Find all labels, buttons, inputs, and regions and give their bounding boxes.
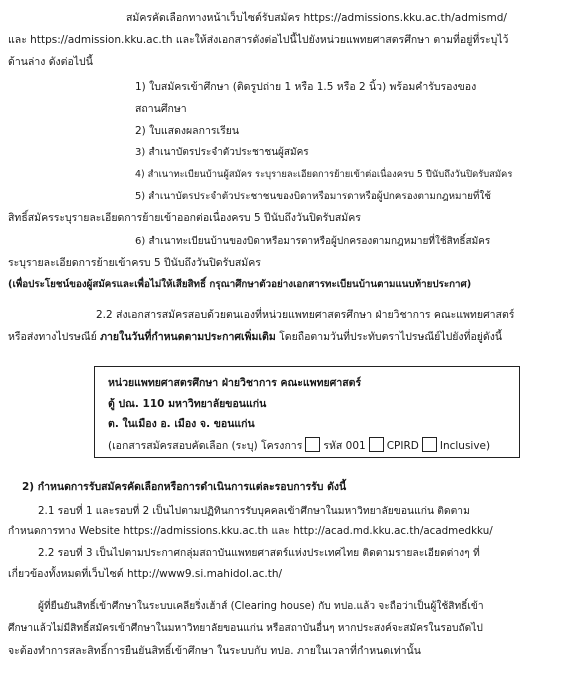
doc-item-5: 5) สำเนาบัตรประจำตัวประชาชนของบิดาหรือมารดาหรือผู้ปกครองตามกฎหมายที่ใช้ (135, 191, 491, 202)
postmark-text: โดยถือตามวันที่ประทับตราไปรษณีย์ไปยังที่อยู่ดังนี้ (275, 331, 503, 343)
by-post-text: หรือส่งทางไปรษณีย์ (8, 331, 101, 343)
doc-item-4: 4) สำเนาทะเบียนบ้านผู้สมัคร ระบุรายละเอียดการย้ายเข้าต่อเนื่องครบ 5 ปีนับถึงวันปิดรับสมัคร (135, 169, 513, 180)
envelope-prefix: (เอกสารสมัครสอบคัดเลือก (ระบุ) โครงการ (108, 440, 303, 452)
checkbox-cpird (369, 437, 384, 452)
clearing-house-line-2: ศึกษาแล้วไม่มีสิทธิ์สมัครเข้าศึกษาในมหาวิทยาลัยขอนแก่น หรือสถาบันอื่นๆ หากประสงค์จะสมัครในรอบถัดไป (8, 623, 483, 634)
doc-item-5-cont: สิทธิ์สมัครระบุรายละเอียดการย้ายเข้าออกต่อเนื่องครบ 5 ปีนับถึงวันปิดรับสมัคร (8, 212, 361, 224)
apply-website-line: สมัครคัดเลือกทางหน้าเว็บไซต์รับสมัคร https://admissions.kku.ac.th/admismd/ (126, 12, 507, 24)
round-3-line: 2.2 รอบที่ 3 เป็นไปตามประกาศกลุ่มสถาบันแพทยศาสตร์แห่งประเทศไทย ติดตามรายละเอียดต่างๆ ที่ (38, 547, 480, 559)
deadline-emphasis: ภายในวันที่กำหนดตามประกาศเพิ่มเติม (100, 331, 276, 343)
as-follows-line: ด้านล่าง ดังต่อไปนี้ (8, 56, 93, 68)
checkbox-inclusive (422, 437, 437, 452)
doc-item-3: 3) สำเนาบัตรประจำตัวประชาชนผู้สมัคร (135, 147, 309, 158)
address-unit: หน่วยแพทยศาสตรศึกษา ฝ่ายวิชาการ คณะแพทยศาสตร์ (108, 377, 362, 389)
option-inclusive: Inclusive) (439, 440, 491, 452)
doc-item-1-cont: สถานศึกษา (135, 103, 187, 115)
round-1-2-line: 2.1 รอบที่ 1 และรอบที่ 2 เป็นไปตามปฏิทินการรับบุคคลเข้าศึกษาในมหาวิทยาลัยขอนแก่น ติดตาม (38, 505, 470, 517)
submit-by-post-line (8, 332, 502, 343)
round-1-2-website: กำหนดการทาง Website https://admissions.kku.ac.th และ http://acad.md.kku.ac.th/acadmedkku/ (8, 525, 493, 537)
doc-item-6-cont: ระบุรายละเอียดการย้ายเข้าครบ 5 ปีนับถึงวันปิดรับสมัคร (8, 257, 261, 269)
round-3-website: เกี่ยวข้องทั้งหมดที่เว็บไซต์ http://www9.si.mahidol.ac.th/ (8, 568, 283, 580)
submit-in-person-line: 2.2 ส่งเอกสารสมัครสอบด้วยตนเองที่หน่วยแพทยศาสตรศึกษา ฝ่ายวิชาการ คณะแพทยศาสตร์ (96, 309, 515, 321)
option-code-001: รหัส 001 (323, 440, 366, 452)
clearing-house-line-1: ผู้ที่ยืนยันสิทธิ์เข้าศึกษาในระบบเคลียริ่งเฮ้าส์ (Clearing house) กับ ทปอ.แล้ว จะถือว่าเป็นผู้ใช้สิทธิ์เข้า (38, 601, 484, 612)
doc-item-2: 2) ใบแสดงผลการเรียน (135, 125, 240, 137)
house-registration-note: (เพื่อประโยชน์ของผู้สมัครและเพื่อไม่ให้เสียสิทธิ์ กรุณาศึกษาตัวอย่างเอกสารทะเบียนบ้านตามแนบท้ายประกาศ) (8, 279, 472, 290)
schedule-heading: 2) กำหนดการรับสมัครคัดเลือกหรือการดำเนินการแต่ละรอบการรับ ดังนี้ (22, 481, 347, 493)
option-cpird: CPIRD (386, 440, 419, 452)
doc-item-1: 1) ใบสมัครเข้าศึกษา (ติดรูปถ่าย 1 หรือ 1.5 หรือ 2 นิ้ว) พร้อมคำรับรองของ (135, 81, 477, 93)
clearing-house-line-3: จะต้องทำการสละสิทธิ์การยืนยันสิทธิ์เข้าศึกษา ในระบบกับ ทปอ. ภายในเวลาที่กำหนดเท่านั้น (8, 645, 421, 657)
checkbox-code-001 (305, 437, 320, 452)
envelope-label-line (108, 437, 490, 452)
doc-item-6: 6) สำเนาทะเบียนบ้านของบิดาหรือมารดาหรือผู้ปกครองตามกฎหมายที่ใช้สิทธิ์สมัคร (135, 236, 491, 247)
send-documents-line: และ https://admission.kku.ac.th และให้ส่งเอกสารดังต่อไปนี้ไปยังหน่วยแพทยศาสตรศึกษา ตามที่อยู่ที่ระบุไว้ (8, 34, 509, 46)
address-pobox: ตู้ ปณ. 110 มหาวิทยาลัยขอนแก่น (108, 398, 267, 410)
address-district: ต. ในเมือง อ. เมือง จ. ขอนแก่น (108, 418, 255, 430)
